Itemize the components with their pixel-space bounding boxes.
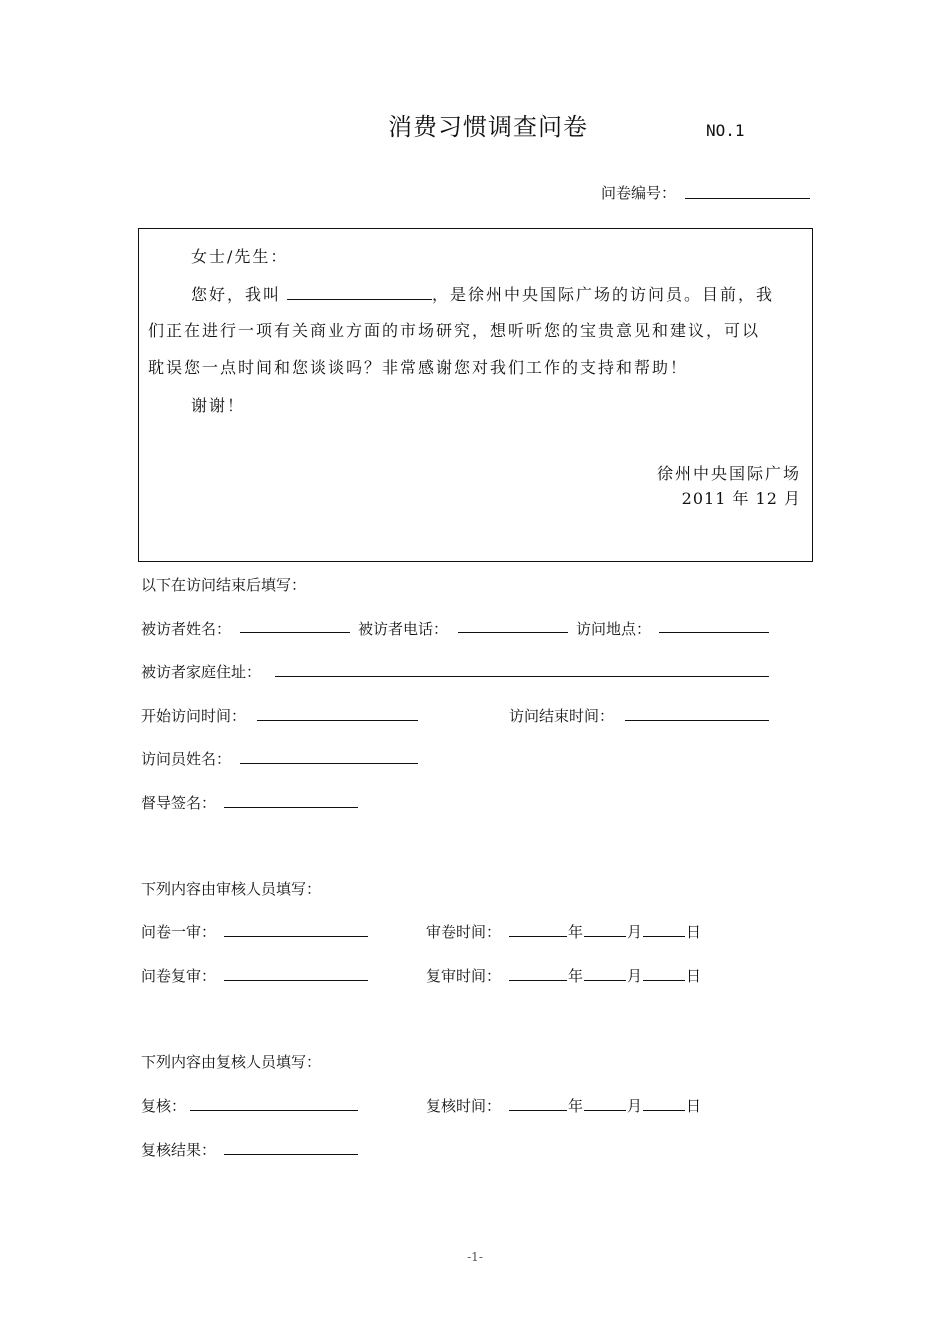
end-time-field[interactable] [625,720,769,721]
start-time-label: 开始访问时间： [141,707,247,725]
first-review-month-field[interactable] [584,936,626,937]
recheck-result-field[interactable] [224,1154,358,1155]
respondent-phone-label: 被访者电话： [358,620,449,638]
first-review-year-unit: 年 [568,923,584,941]
respondent-phone-field[interactable] [458,632,568,633]
first-review-month-unit: 月 [627,923,643,941]
interview-place-label: 访问地点： [576,620,652,638]
first-review-year-field[interactable] [509,936,567,937]
recheck-intro: 下列内容由复核人员填写： [141,1053,322,1071]
first-review-label: 问卷一审： [141,923,217,941]
page-number: -1- [467,1250,483,1264]
second-review-label: 问卷复审： [141,967,217,985]
recheck-day-unit: 日 [686,1097,702,1115]
first-review-day-unit: 日 [686,923,702,941]
second-review-year-field[interactable] [509,980,567,981]
letter-signature: 徐州中央国际广场 [656,464,801,483]
recheck-month-unit: 月 [627,1097,643,1115]
end-time-label: 访问结束时间： [509,707,615,725]
respondent-address-field[interactable] [275,676,769,677]
respondent-name-field[interactable] [240,632,350,633]
document-title: 消费习惯调查问卷 [388,113,588,141]
interview-intro: 以下在访问结束后填写： [141,576,307,594]
second-review-day-unit: 日 [686,967,702,985]
second-review-month-unit: 月 [627,967,643,985]
first-review-day-field[interactable] [643,936,685,937]
recheck-year-unit: 年 [568,1097,584,1115]
second-review-month-field[interactable] [584,980,626,981]
recheck-month-field[interactable] [584,1110,626,1111]
interviewer-name-field[interactable] [240,763,418,764]
supervisor-signature-field[interactable] [224,807,358,808]
start-time-field[interactable] [257,720,418,721]
supervisor-signature-label: 督导签名： [141,794,217,812]
recheck-label: 复核： [141,1097,187,1115]
letter-para-line3: 耽误您一点时间和您谈谈吗？非常感谢您对我们工作的支持和帮助！ [148,358,689,377]
letter-date: 2011 年 12 月 [681,489,801,508]
serial-label: 问卷编号： [601,184,677,202]
serial-field[interactable] [685,198,810,199]
first-review-field[interactable] [224,936,368,937]
second-review-time-label: 复审时间： [426,967,502,985]
second-review-field[interactable] [224,980,368,981]
interviewer-name-label: 访问员姓名： [141,750,232,768]
letter-thanks: 谢谢！ [191,396,246,415]
recheck-field[interactable] [190,1110,358,1111]
second-review-year-unit: 年 [568,967,584,985]
respondent-address-label: 被访者家庭住址： [141,663,262,681]
review-intro: 下列内容由审核人员填写： [141,880,322,898]
interview-place-field[interactable] [659,632,769,633]
first-review-time-label: 审卷时间： [426,923,502,941]
respondent-name-label: 被访者姓名： [141,620,232,638]
recheck-result-label: 复核结果： [141,1141,217,1159]
recheck-day-field[interactable] [643,1110,685,1111]
letter-para-intro: 您好，我叫 [191,285,282,304]
letter-para-line2: 们正在进行一项有关商业方面的市场研究，想听听您的宝贵意见和建议，可以 [148,321,761,340]
second-review-day-field[interactable] [643,980,685,981]
letter-para-line1: ，是徐州中央国际广场的访问员。目前，我 [432,285,775,304]
recheck-time-label: 复核时间： [426,1097,502,1115]
letter-greeting: 女士/先生： [191,247,289,266]
recheck-year-field[interactable] [509,1110,567,1111]
form-number: NO.1 [706,121,745,140]
interviewer-name-blank[interactable] [287,299,432,300]
